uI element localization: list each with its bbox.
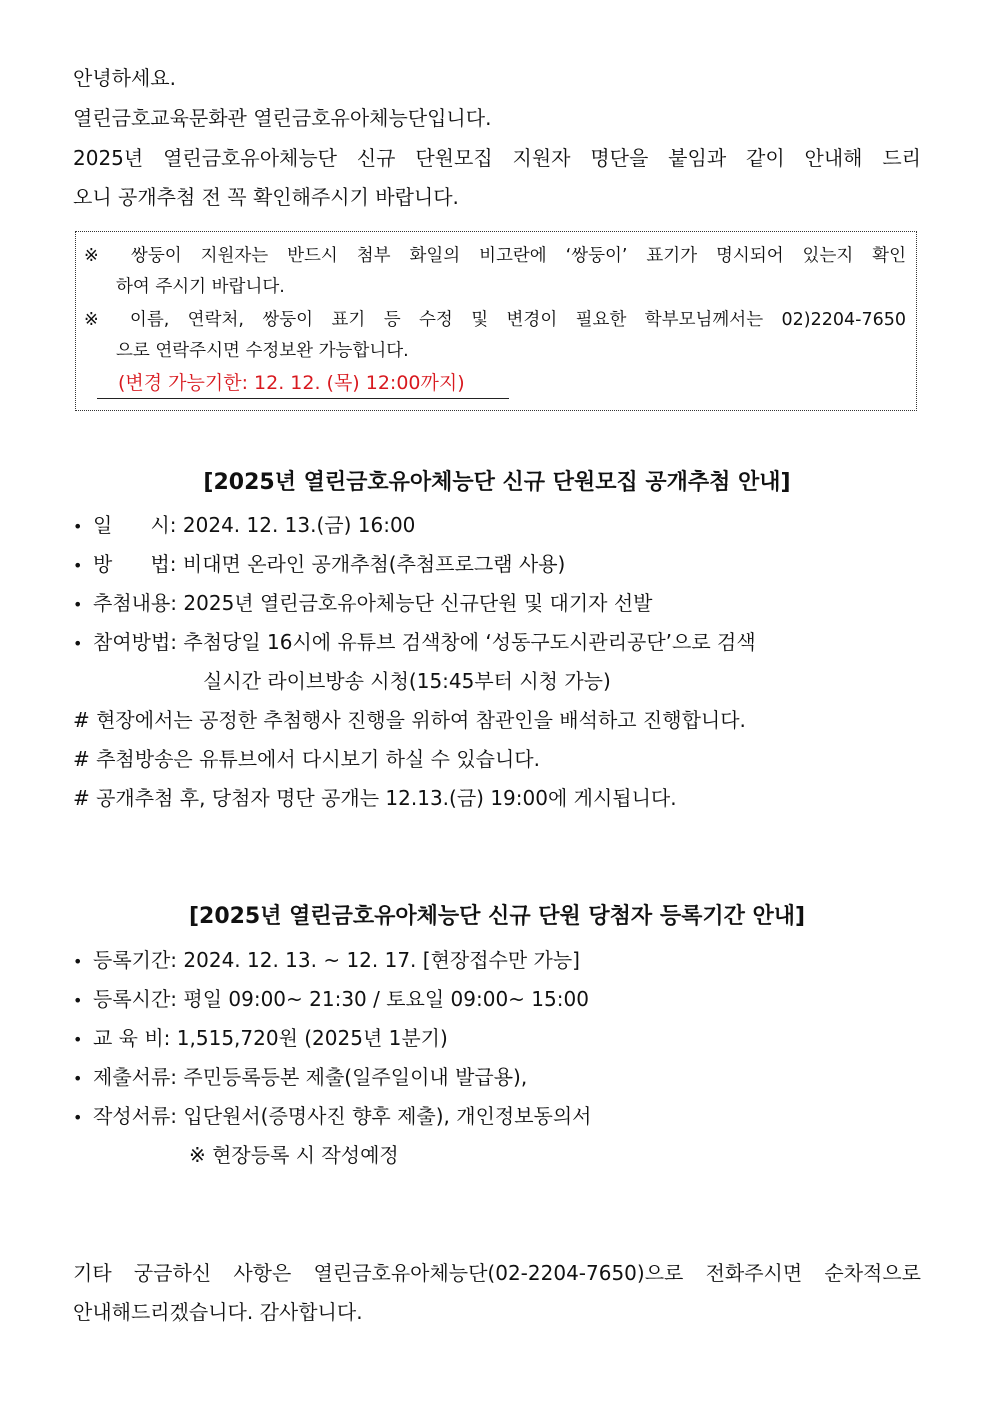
registration-item-value: 1,515,720원 (2025년 1분기) [176, 1026, 448, 1050]
bullet-icon: • [73, 952, 83, 971]
notice-item-2-line-1: ※ 이름, 연락처, 쌍둥이 표기 등 수정 및 변경이 필요한 학부모님께서는 02)2204-7650 [84, 310, 906, 330]
registration-section-heading: [2025년 열린금호유아체능단 신규 단원 당첨자 등록기간 안내] [188, 904, 806, 929]
deadline-underline [97, 398, 509, 399]
registration-item-label: 교 육 비: [93, 1026, 171, 1050]
draw-note-1: # 현장에서는 공정한 추첨행사 진행을 위하여 참관인을 배석하고 진행합니다. [73, 708, 746, 732]
draw-item-value: 추첨당일 16시에 유튜브 검색창에 ‘성동구도시관리공단’으로 검색 [183, 630, 756, 654]
registration-item-hours [73, 985, 589, 1015]
notice-item-1-line-2: 하여 주시기 바랍니다. [116, 277, 285, 297]
closing-line-1: 기타 궁금하신 사항은 열린금호유아체능단(02-2204-7650)으로 전화주시면 순차적으로 [73, 1261, 921, 1285]
registration-item-documents [73, 1063, 527, 1093]
draw-section-heading: [2025년 열린금호유아체능단 신규 단원모집 공개추첨 안내] [203, 470, 791, 495]
bullet-icon: • [73, 595, 83, 614]
draw-item-value: 2025년 열린금호유아체능단 신규단원 및 대기자 선발 [183, 591, 653, 615]
bullet-icon: • [73, 1108, 83, 1127]
notice-box [75, 231, 917, 411]
draw-item-date [73, 511, 415, 541]
intro-body-line-1: 2025년 열린금호유아체능단 신규 단원모집 지원자 명단을 붙임과 같이 안내해 드리 [73, 146, 921, 170]
registration-item-value: 주민등록등본 제출(일주일이내 발급용), [183, 1065, 528, 1089]
draw-item-participation [73, 628, 756, 658]
draw-item-value: 2024. 12. 13.(금) 16:00 [182, 513, 416, 537]
greeting: 안녕하세요. [73, 66, 176, 90]
forms-note: ※ 현장등록 시 작성예정 [189, 1143, 399, 1167]
draw-item-content [73, 589, 652, 619]
draw-item-method [73, 550, 565, 580]
registration-item-fee [73, 1024, 448, 1054]
draw-note-3: # 공개추첨 후, 당첨자 명단 공개는 12.13.(금) 19:00에 게시됩니다. [73, 786, 677, 810]
registration-item-label: 작성서류: [93, 1104, 178, 1128]
bullet-icon: • [73, 1030, 83, 1049]
draw-item-label: 참여방법: [93, 630, 178, 654]
registration-item-value: 입단원서(증명사진 향후 제출), 개인정보동의서 [183, 1104, 592, 1128]
bullet-icon: • [73, 991, 83, 1010]
registration-item-value: 2024. 12. 13. ~ 12. 17. [현장접수만 가능] [183, 948, 580, 972]
draw-item-label: 일 시: [93, 513, 177, 537]
registration-item-forms [73, 1102, 592, 1132]
draw-item-label: 방 법: [93, 552, 177, 576]
registration-item-label: 제출서류: [93, 1065, 178, 1089]
bullet-icon: • [73, 517, 83, 536]
participation-continuation: 실시간 라이브방송 시청(15:45부터 시청 가능) [203, 669, 611, 693]
sender-line: 열린금호교육문화관 열린금호유아체능단입니다. [73, 106, 492, 130]
bullet-icon: • [73, 556, 83, 575]
registration-item-label: 등록시간: [93, 987, 178, 1011]
registration-item-period [73, 946, 580, 976]
registration-item-value: 평일 09:00~ 21:30 / 토요일 09:00~ 15:00 [183, 987, 589, 1011]
notice-item-1-line-1: ※ 쌍둥이 지원자는 반드시 첨부 화일의 비고란에 ‘쌍둥이’ 표기가 명시되어 있는지 확인 [84, 246, 906, 266]
draw-item-label: 추첨내용: [93, 591, 178, 615]
intro-body-line-2: 오니 공개추첨 전 꼭 확인해주시기 바랍니다. [73, 185, 459, 209]
draw-note-2: # 추첨방송은 유튜브에서 다시보기 하실 수 있습니다. [73, 747, 540, 771]
notice-item-2-line-2: 으로 연락주시면 수정보완 가능합니다. [116, 341, 409, 361]
bullet-icon: • [73, 1069, 83, 1088]
draw-item-value: 비대면 온라인 공개추첨(추첨프로그램 사용) [182, 552, 566, 576]
bullet-icon: • [73, 634, 83, 653]
closing-line-2: 안내해드리겠습니다. 감사합니다. [73, 1300, 363, 1324]
registration-item-label: 등록기간: [93, 948, 178, 972]
notice-deadline: (변경 가능기한: 12. 12. (목) 12:00까지) [118, 372, 465, 394]
